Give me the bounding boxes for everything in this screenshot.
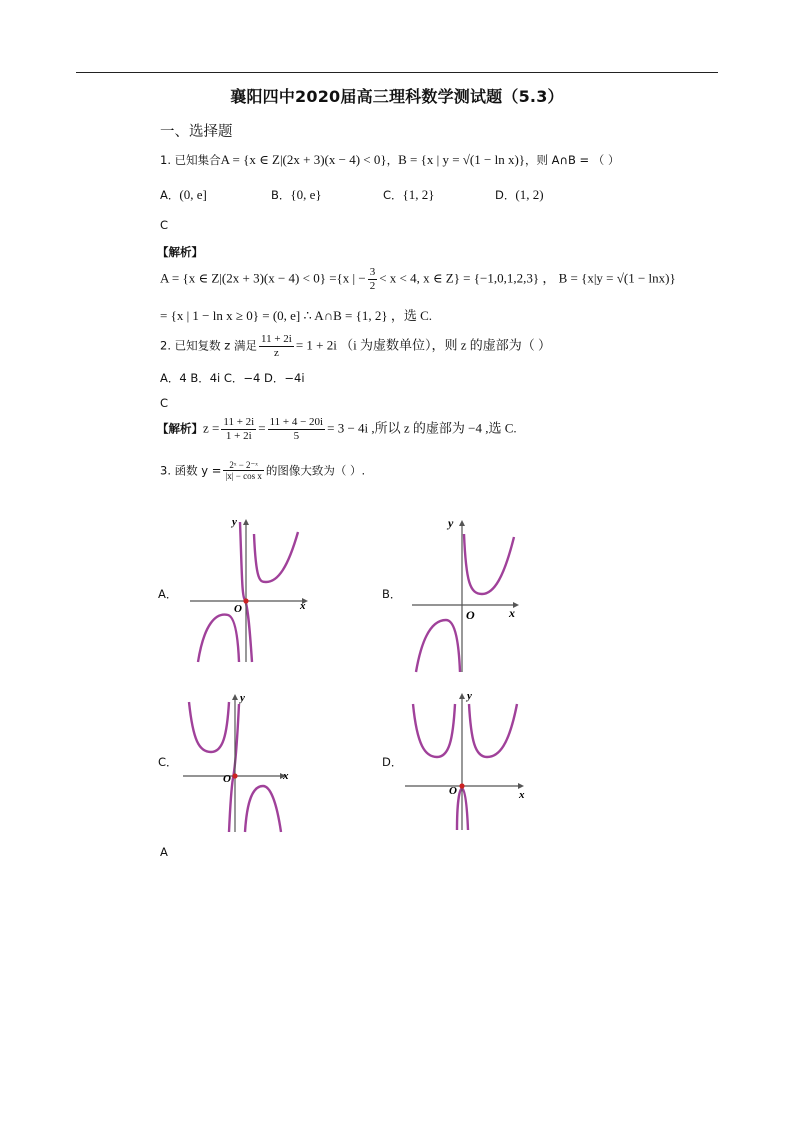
- q2-answer: C: [160, 396, 169, 410]
- graph-a-origin-dot: [243, 598, 248, 603]
- q3-label-c: C．: [158, 755, 178, 769]
- q2-options: A．4 B．4i C．−4 D．−4i: [160, 371, 305, 385]
- graph-c-origin-dot: [232, 773, 237, 778]
- q1-prefix: 1. 已知集合: [160, 153, 221, 167]
- graph-c-curve-center: [229, 704, 239, 832]
- q3-label-a: A．: [158, 587, 178, 601]
- q3-answer: A: [160, 845, 168, 859]
- q3-fraction: $\frac{\text{2ˣ − 2⁻ˣ}}{\text{|x| − cos x}}$: [225, 460, 262, 482]
- svg-text:x: x: [509, 606, 515, 620]
- svg-text:y: y: [448, 516, 454, 530]
- q3-stem: 3. 函数 y = $\frac{\text{2ˣ − 2⁻ˣ}}{\text{|x| − cos x}}$ 的图像大致为（ ）.: [160, 460, 366, 482]
- q1-suffix: ，则 A∩B = （ ）: [525, 153, 620, 167]
- graph-b-curve-right: [464, 534, 514, 594]
- q1-analysis-line1: A = {x ∈ Z|(2x + 3)(x − 4) < 0} ={x | − $\frac{3}{2}$ < x < 4, x ∈ Z} = {−1,0,1,2,3} ， B = {x|y = √(1 − lnx)}: [160, 266, 676, 292]
- graph-b-curve-left: [416, 620, 460, 672]
- section-heading: 一、选择题: [160, 124, 233, 140]
- q1-option-a: A．(0, e]: [160, 187, 207, 202]
- q1-analysis-line2: = {x | 1 − ln x ≥ 0} = (0, e] ∴ A∩B = {1, 2} ，选 C.: [160, 308, 432, 323]
- graph-a: [190, 512, 315, 667]
- q2-analysis: 【解析】z = $\frac{11 + 2i}{1 + 2i}$ = $\frac{11 + 4 - 20i}{5}$ = 3 − 4i ,所以 z 的虚部为 −4 ,选 C.: [157, 416, 517, 442]
- q1-fraction: $\frac{3}{2}$: [369, 266, 376, 292]
- q1-option-b: B．{0, e}: [271, 187, 322, 202]
- graph-b: [412, 512, 527, 677]
- graph-d-curve-left: [413, 704, 455, 757]
- q1-set-b: B = {x | y = √(1 − ln x)}: [398, 152, 526, 167]
- graph-a-curve-right: [254, 532, 298, 582]
- q1-answer: C: [160, 218, 169, 232]
- svg-text:O: O: [466, 608, 475, 622]
- q1-option-d: D．(1, 2): [495, 187, 544, 202]
- graph-a-curve-left: [198, 615, 239, 662]
- graph-c: [183, 690, 298, 835]
- svg-text:x: x: [300, 600, 306, 612]
- svg-text:x: x: [519, 789, 525, 801]
- page-title: 襄阳四中2020届高三理科数学测试题（5.3）: [230, 87, 564, 106]
- graph-c-curve-left: [189, 702, 229, 752]
- q1-option-c: C．{1, 2}: [383, 187, 435, 202]
- q2-stem: 2. 已知复数 z 满足 $\frac{11 + 2i}{z}$ = 1 + 2i （i 为虚数单位），则 z 的虚部为（ ）: [160, 333, 552, 359]
- q2-fraction: $\frac{11 + 2i}{z}$: [260, 333, 292, 359]
- q1-analysis-label: 【解析】: [157, 245, 203, 259]
- svg-text:y: y: [232, 516, 237, 528]
- graph-c-curve-right: [245, 786, 281, 832]
- graph-d-origin-dot: [459, 783, 464, 788]
- q1-sep: ，: [386, 153, 399, 167]
- svg-text:O: O: [449, 785, 457, 797]
- svg-text:x: x: [283, 770, 289, 782]
- svg-text:O: O: [234, 603, 242, 615]
- q3-label-b: B．: [382, 587, 402, 601]
- q3-label-d: D．: [382, 755, 403, 769]
- graph-d-curve-right: [469, 704, 517, 757]
- header-rule: [76, 72, 718, 73]
- svg-text:O: O: [223, 773, 231, 785]
- q1-set-a: A = {x ∈ Z|(2x + 3)(x − 4) < 0}: [220, 152, 387, 167]
- graph-d: [405, 690, 530, 835]
- svg-text:y: y: [467, 690, 472, 702]
- q1-stem: [160, 152, 619, 168]
- svg-text:y: y: [240, 692, 245, 704]
